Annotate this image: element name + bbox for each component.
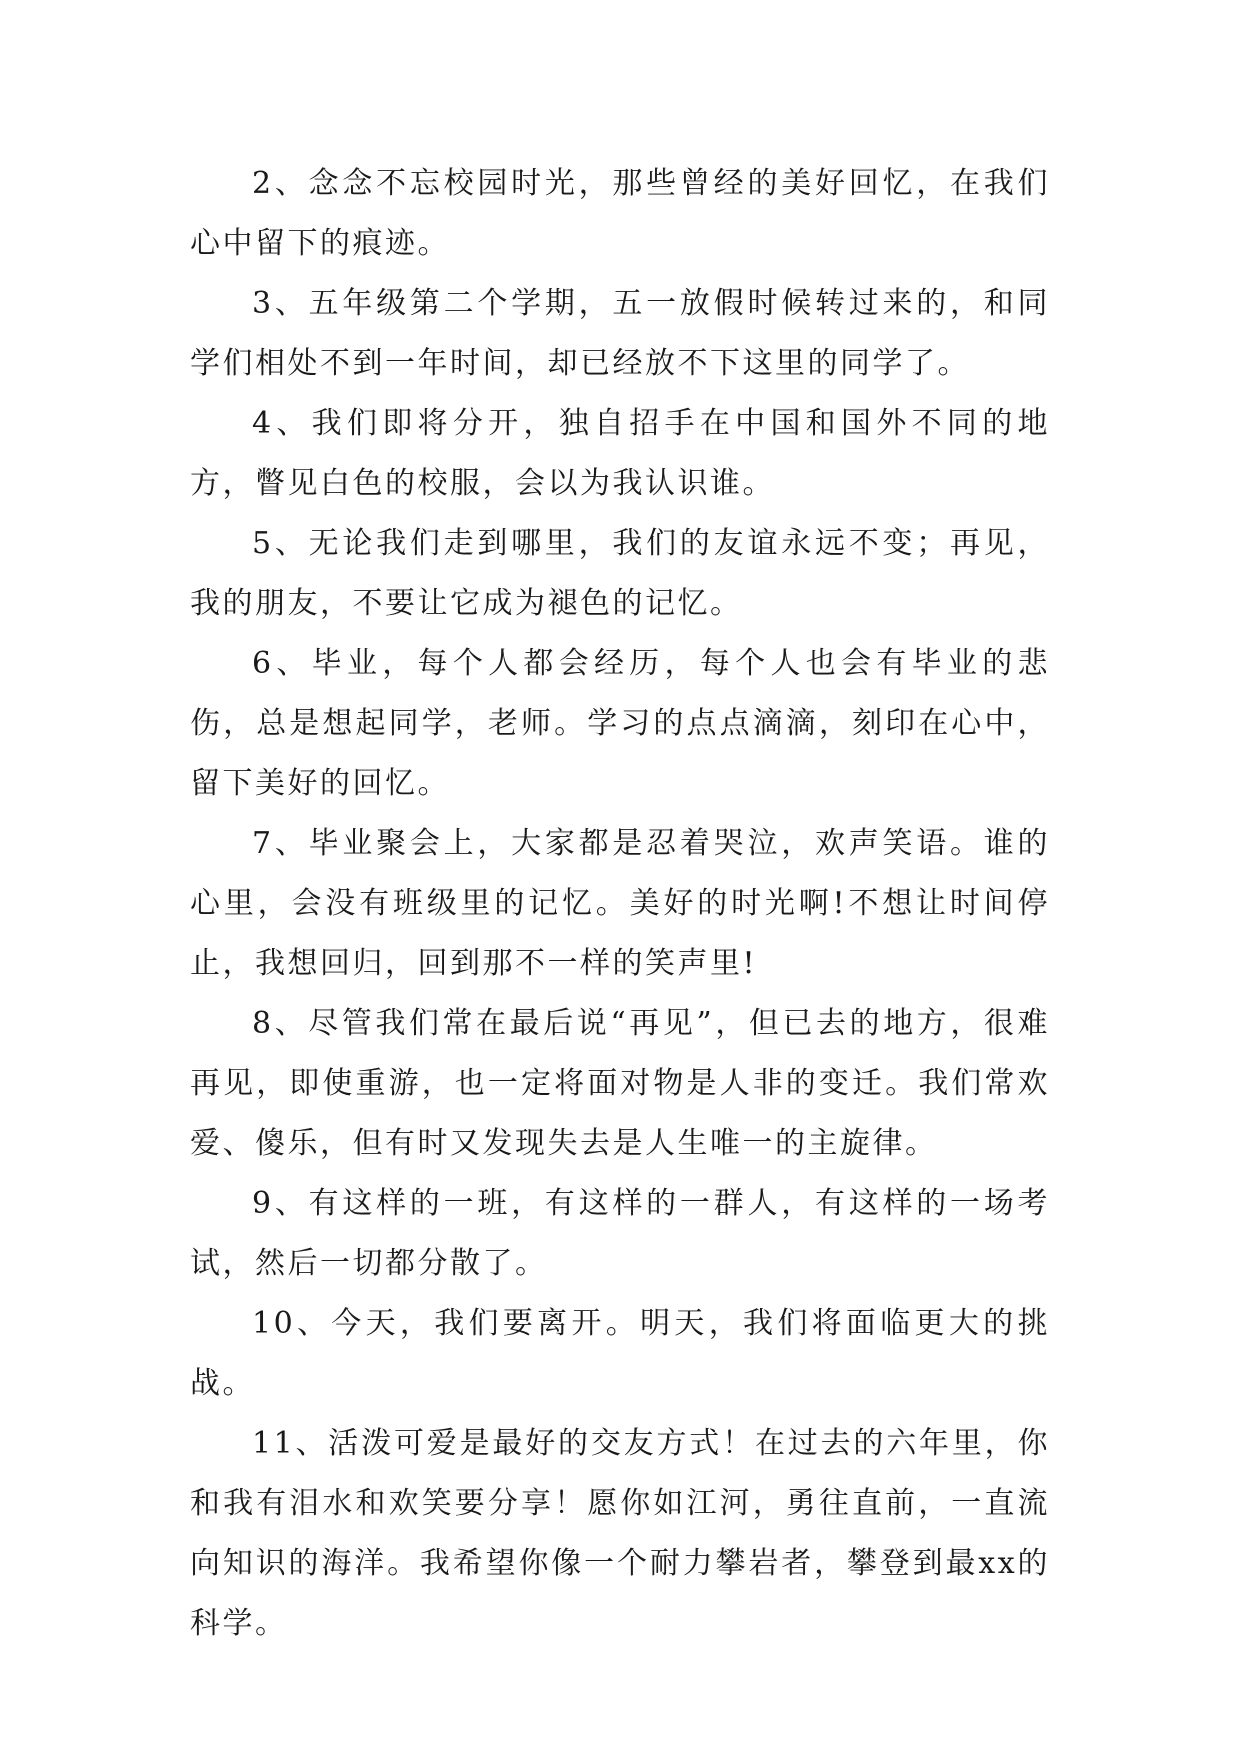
document-body	[190, 154, 1050, 1654]
paragraph-3: 3、五年级第二个学期，五一放假时候转过来的，和同学们相处不到一年时间，却已经放不下这里的同学了。	[190, 286, 1050, 381]
paragraph-6: 6、毕业，每个人都会经历，每个人也会有毕业的悲伤，总是想起同学，老师。学习的点点滴滴，刻印在心中，留下美好的回忆。	[190, 646, 1050, 801]
paragraph-10: 10、今天，我们要离开。明天，我们将面临更大的挑战。	[190, 1306, 1050, 1401]
paragraph-7: 7、毕业聚会上，大家都是忍着哭泣，欢声笑语。谁的心里，会没有班级里的记忆。美好的时光啊!不想让时间停止，我想回归，回到那不一样的笑声里!	[190, 826, 1050, 981]
paragraph-8: 8、尽管我们常在最后说“再见”，但已去的地方，很难再见，即使重游，也一定将面对物是人非的变迁。我们常欢爱、傻乐，但有时又发现失去是人生唯一的主旋律。	[190, 1006, 1050, 1161]
paragraph-5: 5、无论我们走到哪里，我们的友谊永远不变；再见，我的朋友，不要让它成为褪色的记忆。	[190, 526, 1050, 621]
paragraph-4: 4、我们即将分开，独自招手在中国和国外不同的地方，瞥见白色的校服，会以为我认识谁。	[190, 406, 1050, 501]
paragraph-9: 9、有这样的一班，有这样的一群人，有这样的一场考试，然后一切都分散了。	[190, 1186, 1050, 1281]
paragraph-2: 2、念念不忘校园时光，那些曾经的美好回忆，在我们心中留下的痕迹。	[190, 166, 1050, 261]
paragraph-11: 11、活泼可爱是最好的交友方式！在过去的六年里，你和我有泪水和欢笑要分享！愿你如江河，勇往直前，一直流向知识的海洋。我希望你像一个耐力攀岩者，攀登到最xx的科学。	[190, 1426, 1050, 1641]
